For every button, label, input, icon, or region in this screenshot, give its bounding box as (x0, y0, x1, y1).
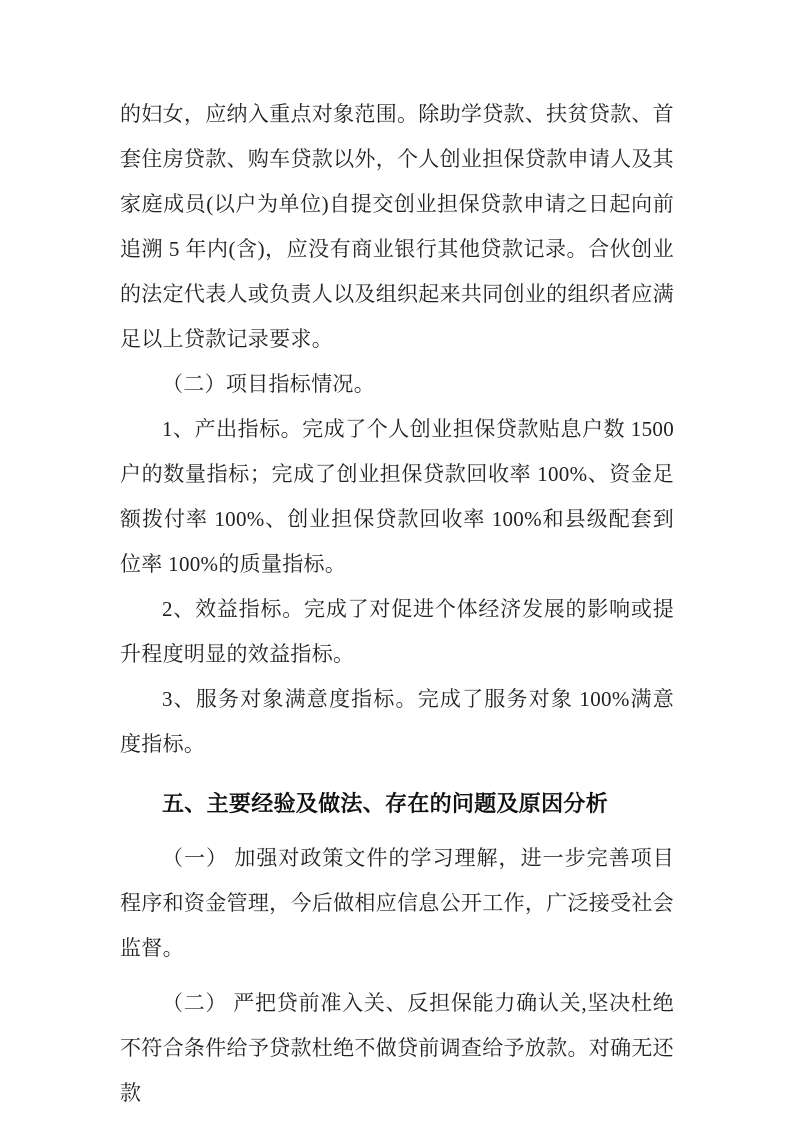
paragraph-loan-record-requirements: 的妇女，应纳入重点对象范围。除助学贷款、扶贫贷款、首套住房贷款、购车贷款以外，个人创业担保贷款申请人及其家庭成员(以户为单位)自提交创业担保贷款申请之日起向前追溯 5 年内(含)，应没有商业银行其他贷款记录。合伙创业的法定代表人或负责人以及组织起来共同创业的组织者应满足以上贷款记录要求。 (120, 102, 674, 351)
paragraph-strict-pre-loan-checks: （二） 严把贷前准入关、反担保能力确认关,坚决杜绝不符合条件给予贷款杜绝不做贷前调查给予放款。对确无还款 (120, 991, 674, 1105)
paragraph-project-indicators-subheading: （二）项目指标情况。 (162, 372, 375, 396)
paragraph-strengthen-policy-study: （一） 加强对政策文件的学习理解，进一步完善项目程序和资金管理，今后做相应信息公开工作，广泛接受社会监督。 (120, 846, 674, 960)
section-heading-experience-and-problems: 五、主要经验及做法、存在的问题及原因分析 (162, 791, 609, 816)
document-text-block (120, 92, 674, 1116)
paragraph-benefit-indicator: 2、效益指标。完成了对促进个体经济发展的影响或提升程度明显的效益指标。 (120, 597, 674, 666)
paragraph-output-indicator: 1、产出指标。完成了个人创业担保贷款贴息户数 1500 户的数量指标；完成了创业担保贷款回收率 100%、资金足额拨付率 100%、创业担保贷款回收率 100%和县级配套到位率 100%的质量指标。 (120, 417, 674, 576)
paragraph-satisfaction-indicator: 3、服务对象满意度指标。完成了服务对象 100%满意度指标。 (120, 687, 674, 756)
